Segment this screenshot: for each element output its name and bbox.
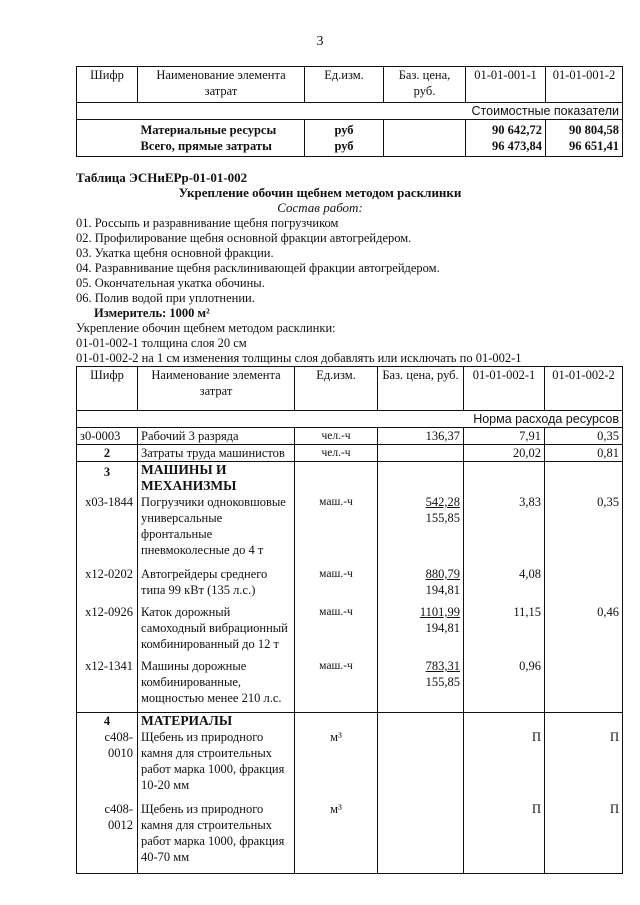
table-row-value: 0,35 bbox=[545, 428, 623, 445]
table-row-name: Щебень из природного камня для строительных работ марка 1000, фракция 40-70 мм bbox=[138, 801, 295, 873]
table-row-value: П bbox=[545, 801, 623, 873]
table-row-price: 783,31 155,85 bbox=[378, 658, 464, 712]
header-col2: 01-01-002-2 bbox=[545, 367, 623, 411]
table-row-name: Рабочий 3 разряда bbox=[138, 428, 295, 445]
table-row-code: с408-0010 bbox=[77, 729, 138, 801]
header-name: Наименование элемента затрат bbox=[138, 67, 305, 103]
table-row-value: 7,91 bbox=[464, 428, 545, 445]
description-line: Укрепление обочин щебнем методом расклинки: bbox=[76, 321, 336, 335]
table-row-value: 90 642,72 bbox=[466, 120, 546, 139]
group-title: МАШИНЫ И МЕХАНИЗМЫ bbox=[141, 462, 237, 493]
work-step: 06. Полив водой при уплотнении. bbox=[76, 291, 255, 305]
description-line: 01-01-002-1 толщина слоя 20 см bbox=[76, 336, 247, 350]
table-row-price: 542,28 155,85 bbox=[378, 494, 464, 566]
work-step: 01. Россыпь и разравнивание щебня погрузчиком bbox=[76, 216, 339, 230]
table-row-name: Щебень из природного камня для строительных работ марка 1000, фракция 10-20 мм bbox=[141, 730, 285, 792]
table-row-value: 96 473,84 bbox=[466, 138, 546, 156]
table-row-unit: маш.-ч bbox=[295, 658, 378, 712]
table-row-code: 2 bbox=[77, 445, 138, 462]
subheader: Стоимостные показатели bbox=[77, 103, 623, 120]
work-step: 02. Профилирование щебня основной фракции автогрейдером. bbox=[76, 231, 412, 245]
header-col2: 01-01-001-2 bbox=[546, 67, 623, 103]
header-price: Баз. цена, руб. bbox=[384, 67, 466, 103]
table-row-price: 136,37 bbox=[378, 428, 464, 445]
group-title: МАТЕРИАЛЫ bbox=[138, 712, 295, 729]
table-row-value: 11,15 bbox=[464, 604, 545, 658]
header-code: Шифр bbox=[77, 367, 138, 411]
work-heading: Состав работ: bbox=[277, 200, 363, 215]
table-row-value: 4,08 bbox=[464, 566, 545, 604]
table-row-unit: м³ bbox=[295, 729, 378, 801]
table-row-value: П bbox=[464, 729, 545, 801]
table-row-code: х12-1341 bbox=[77, 658, 138, 712]
table-row-name: Каток дорожный самоходный вибрационный комбинированный до 12 т bbox=[141, 605, 288, 651]
table-row-name: Автогрейдеры среднего типа 99 кВт (135 л.с.) bbox=[141, 567, 268, 597]
table-row-unit: маш.-ч bbox=[295, 494, 378, 566]
table-row-value: 0,46 bbox=[545, 604, 623, 658]
page-number: 3 bbox=[316, 34, 324, 49]
table-row-name: Всего, прямые затраты bbox=[138, 138, 305, 156]
resource-table bbox=[76, 366, 623, 874]
table-row-name: Материальные ресурсы bbox=[140, 123, 277, 137]
table-row-name: Машины дорожные комбинированные, мощностью менее 210 л.с. bbox=[138, 658, 295, 712]
table-row-code: х12-0926 bbox=[77, 604, 138, 658]
table-row-price: 1101,99 194,81 bbox=[378, 604, 464, 658]
table-row-unit: руб bbox=[305, 138, 384, 156]
table-row-unit: м³ bbox=[295, 801, 378, 873]
group-number: 4 bbox=[77, 712, 138, 729]
cost-table bbox=[76, 66, 623, 157]
subheader: Норма расхода ресурсов bbox=[77, 411, 623, 428]
table-row-unit: маш.-ч bbox=[295, 604, 378, 658]
table-row-value: 20,02 bbox=[464, 445, 545, 462]
table-row-code: х12-0202 bbox=[77, 566, 138, 604]
table-row-code: с408-0012 bbox=[77, 801, 138, 873]
description-line: 01-01-002-2 на 1 см изменения толщины слоя добавлять или исключать по 01-002-1 bbox=[76, 351, 522, 365]
table-row-code: з0-0003 bbox=[77, 428, 138, 445]
table-row-value: 0,96 bbox=[464, 658, 545, 712]
header-unit: Ед.изм. bbox=[305, 67, 384, 103]
table-row-value: 0,81 bbox=[545, 445, 623, 462]
group-number: 3 bbox=[77, 462, 138, 495]
work-step: 04. Разравнивание щебня расклинивающей фракции автогрейдером. bbox=[76, 261, 440, 275]
table-row-value: П bbox=[545, 729, 623, 801]
table-row-value: 0,35 bbox=[545, 494, 623, 566]
measure-unit: Измеритель: 1000 м² bbox=[94, 306, 210, 320]
work-step: 05. Окончательная укатка обочины. bbox=[76, 276, 265, 290]
header-code: Шифр bbox=[77, 67, 138, 103]
table-row-value: 96 651,41 bbox=[546, 138, 623, 156]
section-title: Укрепление обочин щебнем методом расклинки bbox=[178, 185, 462, 200]
work-step: 03. Укатка щебня основной фракции. bbox=[76, 246, 274, 260]
table-row-name: Затраты труда машинистов bbox=[138, 445, 295, 462]
table-row-unit: чел.-ч bbox=[295, 445, 378, 462]
table-row-price: 880,79 194,81 bbox=[378, 566, 464, 604]
table-row-code: х03-1844 bbox=[77, 494, 138, 566]
table-row-unit: руб bbox=[305, 120, 384, 139]
table-row-unit: маш.-ч bbox=[295, 566, 378, 604]
header-col1: 01-01-002-1 bbox=[464, 367, 545, 411]
table-title: Таблица ЭСНиЕРр-01-01-002 bbox=[76, 170, 248, 185]
table-row-value: П bbox=[464, 801, 545, 873]
header-col1: 01-01-001-1 bbox=[466, 67, 546, 103]
table-row-value: 3,83 bbox=[464, 494, 545, 566]
table-row-value: 90 804,58 bbox=[546, 120, 623, 139]
header-unit: Ед.изм. bbox=[295, 367, 378, 411]
table-row-name: Погрузчики одноковшовые универсальные фронтальные пневмоколесные до 4 т bbox=[141, 495, 286, 557]
header-price: Баз. цена, руб. bbox=[378, 367, 464, 411]
header-name: Наименование элемента затрат bbox=[138, 367, 295, 411]
table-row-unit: чел.-ч bbox=[295, 428, 378, 445]
